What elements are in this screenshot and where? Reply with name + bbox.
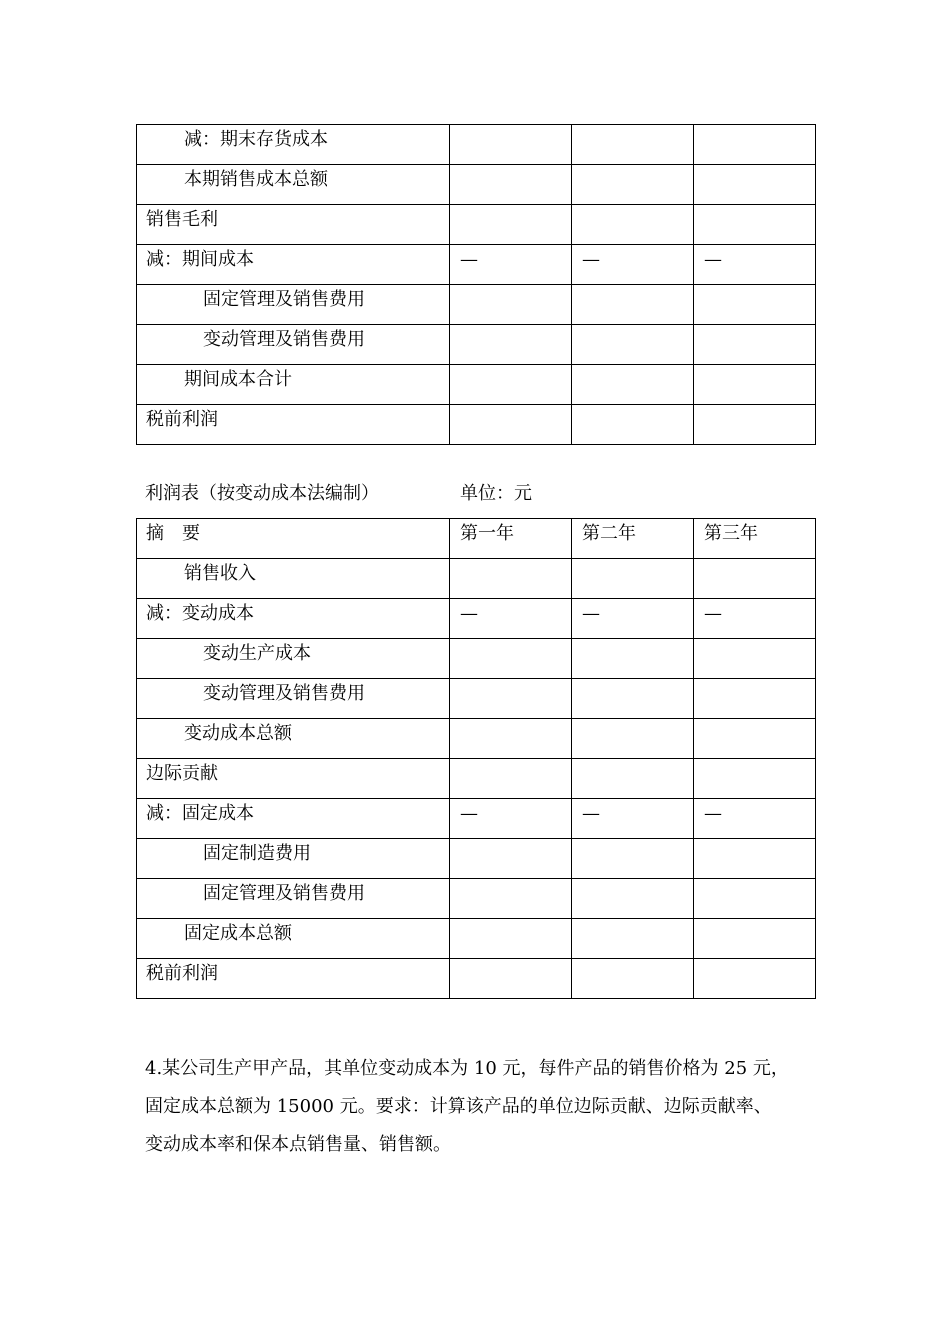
row-label-cell <box>137 759 450 799</box>
row-label-cell <box>137 405 450 445</box>
value-cell-year-1 <box>450 719 572 759</box>
table-row <box>137 125 816 165</box>
value-cell-year-1 <box>450 759 572 799</box>
row-label-cell <box>137 325 450 365</box>
row-label: 变动成本总额 <box>184 723 292 744</box>
row-label-cell <box>137 879 450 919</box>
value-cell-year-3 <box>694 719 816 759</box>
value-cell-year-3 <box>694 205 816 245</box>
value-cell-year-3 <box>694 165 816 205</box>
value-cell-year-3 <box>694 879 816 919</box>
row-label: 边际贡献 <box>146 763 218 784</box>
variable-costing-income-statement <box>136 518 816 999</box>
row-label: 变动生产成本 <box>203 643 311 664</box>
value-cell-year-3 <box>694 325 816 365</box>
value-cell-year-3 <box>694 959 816 999</box>
table-row <box>137 405 816 445</box>
table-row <box>137 919 816 959</box>
value-cell-year-3: — <box>694 599 816 639</box>
value-cell-year-1 <box>450 679 572 719</box>
row-label-cell <box>137 719 450 759</box>
value-cell-year-2 <box>572 559 694 599</box>
table-row <box>137 959 816 999</box>
row-label: 固定管理及销售费用 <box>203 289 365 310</box>
table-row <box>137 559 816 599</box>
row-label-cell <box>137 559 450 599</box>
row-label: 变动管理及销售费用 <box>203 683 365 704</box>
row-label: 减：期末存货成本 <box>184 129 328 150</box>
table-row <box>137 839 816 879</box>
table-row <box>137 759 816 799</box>
table1-body <box>137 125 816 445</box>
value-cell-year-3 <box>694 285 816 325</box>
value-cell-year-3 <box>694 405 816 445</box>
value-cell-year-1 <box>450 959 572 999</box>
row-label: 固定制造费用 <box>203 843 311 864</box>
value-cell-year-1 <box>450 919 572 959</box>
unit-label: 单位：元 <box>460 483 532 504</box>
value-cell-year-1 <box>450 839 572 879</box>
value-cell-year-3 <box>694 365 816 405</box>
row-label: 减：期间成本 <box>146 249 254 270</box>
row-label-cell <box>137 365 450 405</box>
question-line: 变动成本率和保本点销售量、销售额。 <box>145 1134 451 1155</box>
value-cell-year-2 <box>572 959 694 999</box>
row-label: 减：固定成本 <box>146 803 254 824</box>
row-label: 销售毛利 <box>146 209 218 230</box>
income-statement-title: 利润表（按变动成本法编制） <box>145 483 379 504</box>
value-cell-year-1 <box>450 879 572 919</box>
table-row <box>137 599 816 639</box>
value-cell-year-2 <box>572 759 694 799</box>
row-label: 税前利润 <box>146 409 218 430</box>
row-label-cell <box>137 919 450 959</box>
value-cell-year-3: — <box>694 799 816 839</box>
row-label: 期间成本合计 <box>184 369 292 390</box>
value-cell-year-2 <box>572 639 694 679</box>
row-label-cell <box>137 599 450 639</box>
table-row <box>137 879 816 919</box>
row-label-cell <box>137 165 450 205</box>
value-cell-year-1 <box>450 559 572 599</box>
value-cell-year-1 <box>450 405 572 445</box>
value-cell-year-2 <box>572 919 694 959</box>
row-label-cell <box>137 125 450 165</box>
table-row <box>137 719 816 759</box>
value-cell-year-3 <box>694 919 816 959</box>
value-cell-year-3 <box>694 559 816 599</box>
header-year-3: 第三年 <box>694 519 816 559</box>
row-label: 销售收入 <box>184 563 256 584</box>
row-label: 税前利润 <box>146 963 218 984</box>
row-label-cell <box>137 679 450 719</box>
value-cell-year-2 <box>572 205 694 245</box>
row-label-cell <box>137 639 450 679</box>
row-label: 固定成本总额 <box>184 923 292 944</box>
value-cell-year-2 <box>572 125 694 165</box>
value-cell-year-1: — <box>450 799 572 839</box>
value-cell-year-1 <box>450 125 572 165</box>
table-row <box>137 679 816 719</box>
value-cell-year-3 <box>694 679 816 719</box>
row-label-cell <box>137 959 450 999</box>
header-year-2: 第二年 <box>572 519 694 559</box>
question-4 <box>145 1050 835 1164</box>
header-summary: 摘 要 <box>137 519 450 559</box>
table-row <box>137 165 816 205</box>
value-cell-year-2 <box>572 165 694 205</box>
value-cell-year-1 <box>450 325 572 365</box>
value-cell-year-2: — <box>572 599 694 639</box>
value-cell-year-2 <box>572 719 694 759</box>
value-cell-year-2 <box>572 679 694 719</box>
value-cell-year-3 <box>694 759 816 799</box>
table-row <box>137 285 816 325</box>
row-label: 本期销售成本总额 <box>184 169 328 190</box>
value-cell-year-2 <box>572 405 694 445</box>
value-cell-year-1 <box>450 285 572 325</box>
table-row <box>137 639 816 679</box>
value-cell-year-3: — <box>694 245 816 285</box>
value-cell-year-3 <box>694 639 816 679</box>
question-line: 固定成本总额为 15000 元。要求：计算该产品的单位边际贡献、边际贡献率、 <box>145 1096 772 1117</box>
value-cell-year-1 <box>450 205 572 245</box>
value-cell-year-2 <box>572 365 694 405</box>
value-cell-year-2 <box>572 839 694 879</box>
table-row <box>137 245 816 285</box>
header-year-1: 第一年 <box>450 519 572 559</box>
row-label-cell <box>137 245 450 285</box>
value-cell-year-2: — <box>572 799 694 839</box>
value-cell-year-1 <box>450 165 572 205</box>
row-label: 变动管理及销售费用 <box>203 329 365 350</box>
row-label-cell <box>137 205 450 245</box>
table2-body <box>137 559 816 999</box>
table-row <box>137 205 816 245</box>
value-cell-year-3 <box>694 125 816 165</box>
table-row <box>137 799 816 839</box>
row-label: 减：变动成本 <box>146 603 254 624</box>
value-cell-year-1: — <box>450 245 572 285</box>
value-cell-year-3 <box>694 839 816 879</box>
table-header-row <box>137 519 816 559</box>
row-label-cell <box>137 799 450 839</box>
row-label-cell <box>137 285 450 325</box>
value-cell-year-1 <box>450 639 572 679</box>
row-label: 固定管理及销售费用 <box>203 883 365 904</box>
table-row <box>137 325 816 365</box>
question-line: 4.某公司生产甲产品，其单位变动成本为 10 元，每件产品的销售价格为 25 元， <box>145 1058 789 1079</box>
value-cell-year-1: — <box>450 599 572 639</box>
row-label-cell <box>137 839 450 879</box>
value-cell-year-2 <box>572 325 694 365</box>
value-cell-year-2: — <box>572 245 694 285</box>
value-cell-year-1 <box>450 365 572 405</box>
value-cell-year-2 <box>572 285 694 325</box>
value-cell-year-2 <box>572 879 694 919</box>
table-row <box>137 365 816 405</box>
absorption-costing-table-continued <box>136 124 816 445</box>
